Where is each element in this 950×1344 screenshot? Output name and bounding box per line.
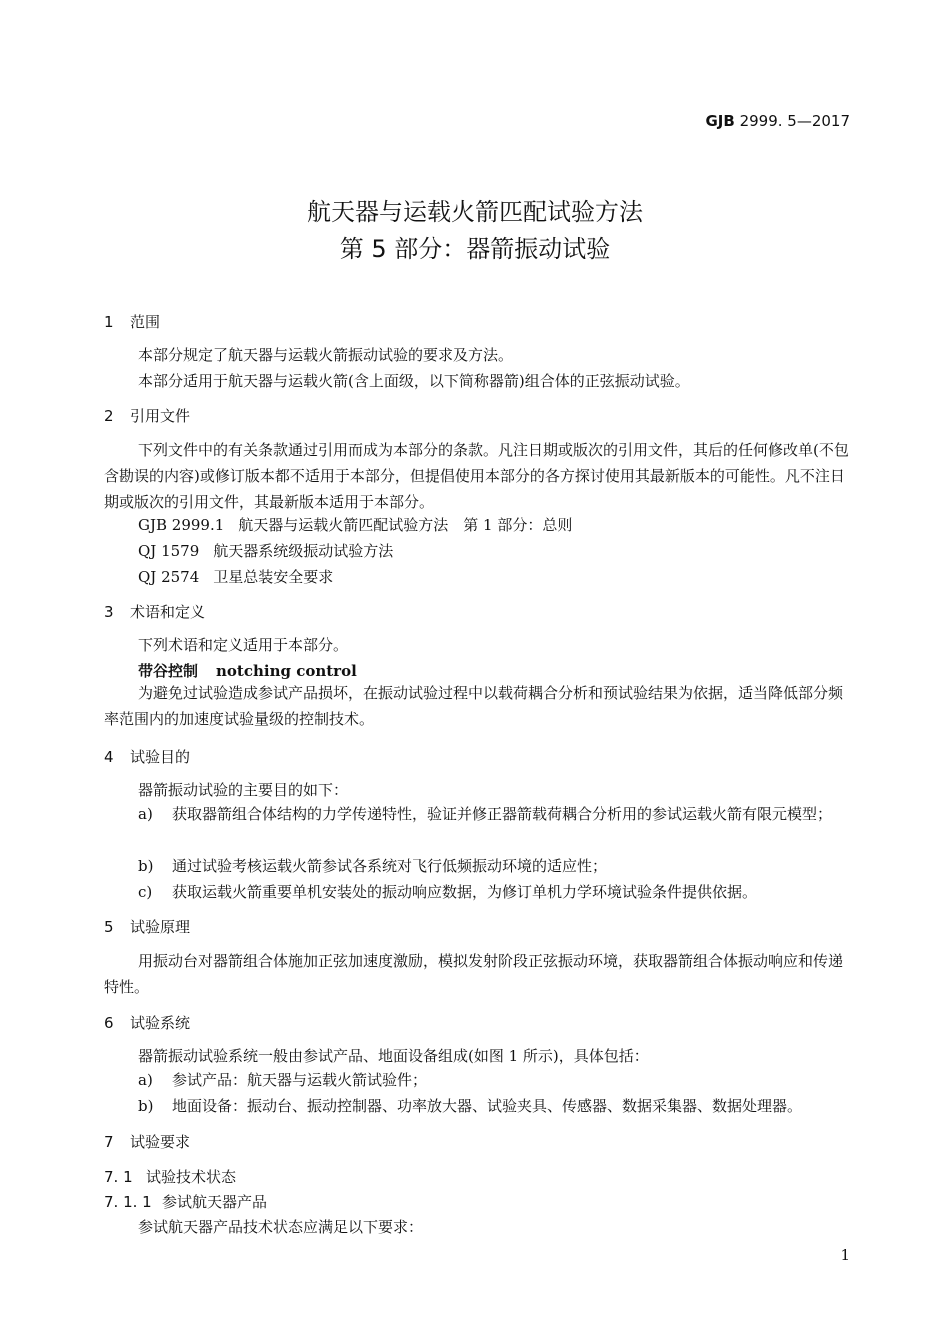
section-2-para: 下列文件中的有关条款通过引用而成为本部分的条款。凡注日期或版次的引用文件，其后的任何修改单(不包含勘误的内容)或修订版本都不适用于本部分，但提倡使用本部分的各方探讨使用其最新版本的可能性。凡不注日期或版次的引用文件，其最新版本适用于本部分。 bbox=[104, 441, 849, 511]
subsection-7-1-heading: 7. 1 试验技术状态 bbox=[104, 1168, 237, 1186]
term-entry: 带谷控制 notching control bbox=[138, 662, 357, 680]
section-5-para: 用振动台对器箭组合体施加正弦加速度激励，模拟发射阶段正弦振动环境，获取器箭组合体振动响应和传递特性。 bbox=[104, 952, 844, 996]
section-6-heading: 6 试验系统 bbox=[104, 1014, 191, 1032]
section-7-heading: 7 试验要求 bbox=[104, 1133, 191, 1151]
list-item: a) 获取器箭组合体结构的力学传递特性，验证并修正器箭载荷耦合分析用的参试运载火箭有限元模型； bbox=[138, 805, 833, 823]
reference-item: GJB 2999.1 航天器与运载火箭匹配试验方法 第 1 部分：总则 bbox=[138, 516, 573, 534]
document-subtitle: 第 5 部分：器箭振动试验 bbox=[339, 235, 611, 263]
document-title: 航天器与运载火箭匹配试验方法 bbox=[307, 198, 643, 226]
section-2-heading: 2 引用文件 bbox=[104, 407, 191, 425]
reference-item: QJ 1579 航天器系统级振动试验方法 bbox=[138, 542, 394, 560]
section-1-heading: 1 范围 bbox=[104, 313, 161, 331]
list-item: b) 通过试验考核运载火箭参试各系统对飞行低频振动环境的适应性； bbox=[138, 857, 608, 875]
section-5-heading: 5 试验原理 bbox=[104, 918, 191, 936]
subsection-7-1-1-heading: 7. 1. 1 参试航天器产品 bbox=[104, 1193, 268, 1211]
section-3-heading: 3 术语和定义 bbox=[104, 603, 206, 621]
section-3-intro: 下列术语和定义适用于本部分。 bbox=[138, 636, 349, 654]
list-item: a) 参试产品：航天器与运载火箭试验件； bbox=[138, 1071, 428, 1089]
section-1-para-2: 本部分适用于航天器与运载火箭(含上面级，以下简称器箭)组合体的正弦振动试验。 bbox=[138, 372, 690, 390]
term-definition: 为避免过试验造成参试产品损坏，在振动试验过程中以载荷耦合分析和预试验结果为依据，适当降低部分频率范围内的加速度试验量级的控制技术。 bbox=[104, 684, 844, 728]
section-4-intro: 器箭振动试验的主要目的如下： bbox=[138, 781, 349, 799]
list-item: b) 地面设备：振动台、振动控制器、功率放大器、试验夹具、传感器、数据采集器、数据处理器。 bbox=[138, 1097, 803, 1115]
reference-item: QJ 2574 卫星总装安全要求 bbox=[138, 568, 334, 586]
page-number: 1 bbox=[840, 1246, 850, 1264]
section-6-intro: 器箭振动试验系统一般由参试产品、地面设备组成(如图 1 所示)，具体包括： bbox=[138, 1047, 649, 1065]
section-4-heading: 4 试验目的 bbox=[104, 748, 191, 766]
standard-number-header: GJB 2999. 5—2017 bbox=[705, 112, 850, 130]
section-7-para: 参试航天器产品技术状态应满足以下要求： bbox=[138, 1218, 424, 1236]
list-item: c) 获取运载火箭重要单机安装处的振动响应数据，为修订单机力学环境试验条件提供依据。 bbox=[138, 883, 758, 901]
section-1-para-1: 本部分规定了航天器与运载火箭振动试验的要求及方法。 bbox=[138, 346, 514, 364]
